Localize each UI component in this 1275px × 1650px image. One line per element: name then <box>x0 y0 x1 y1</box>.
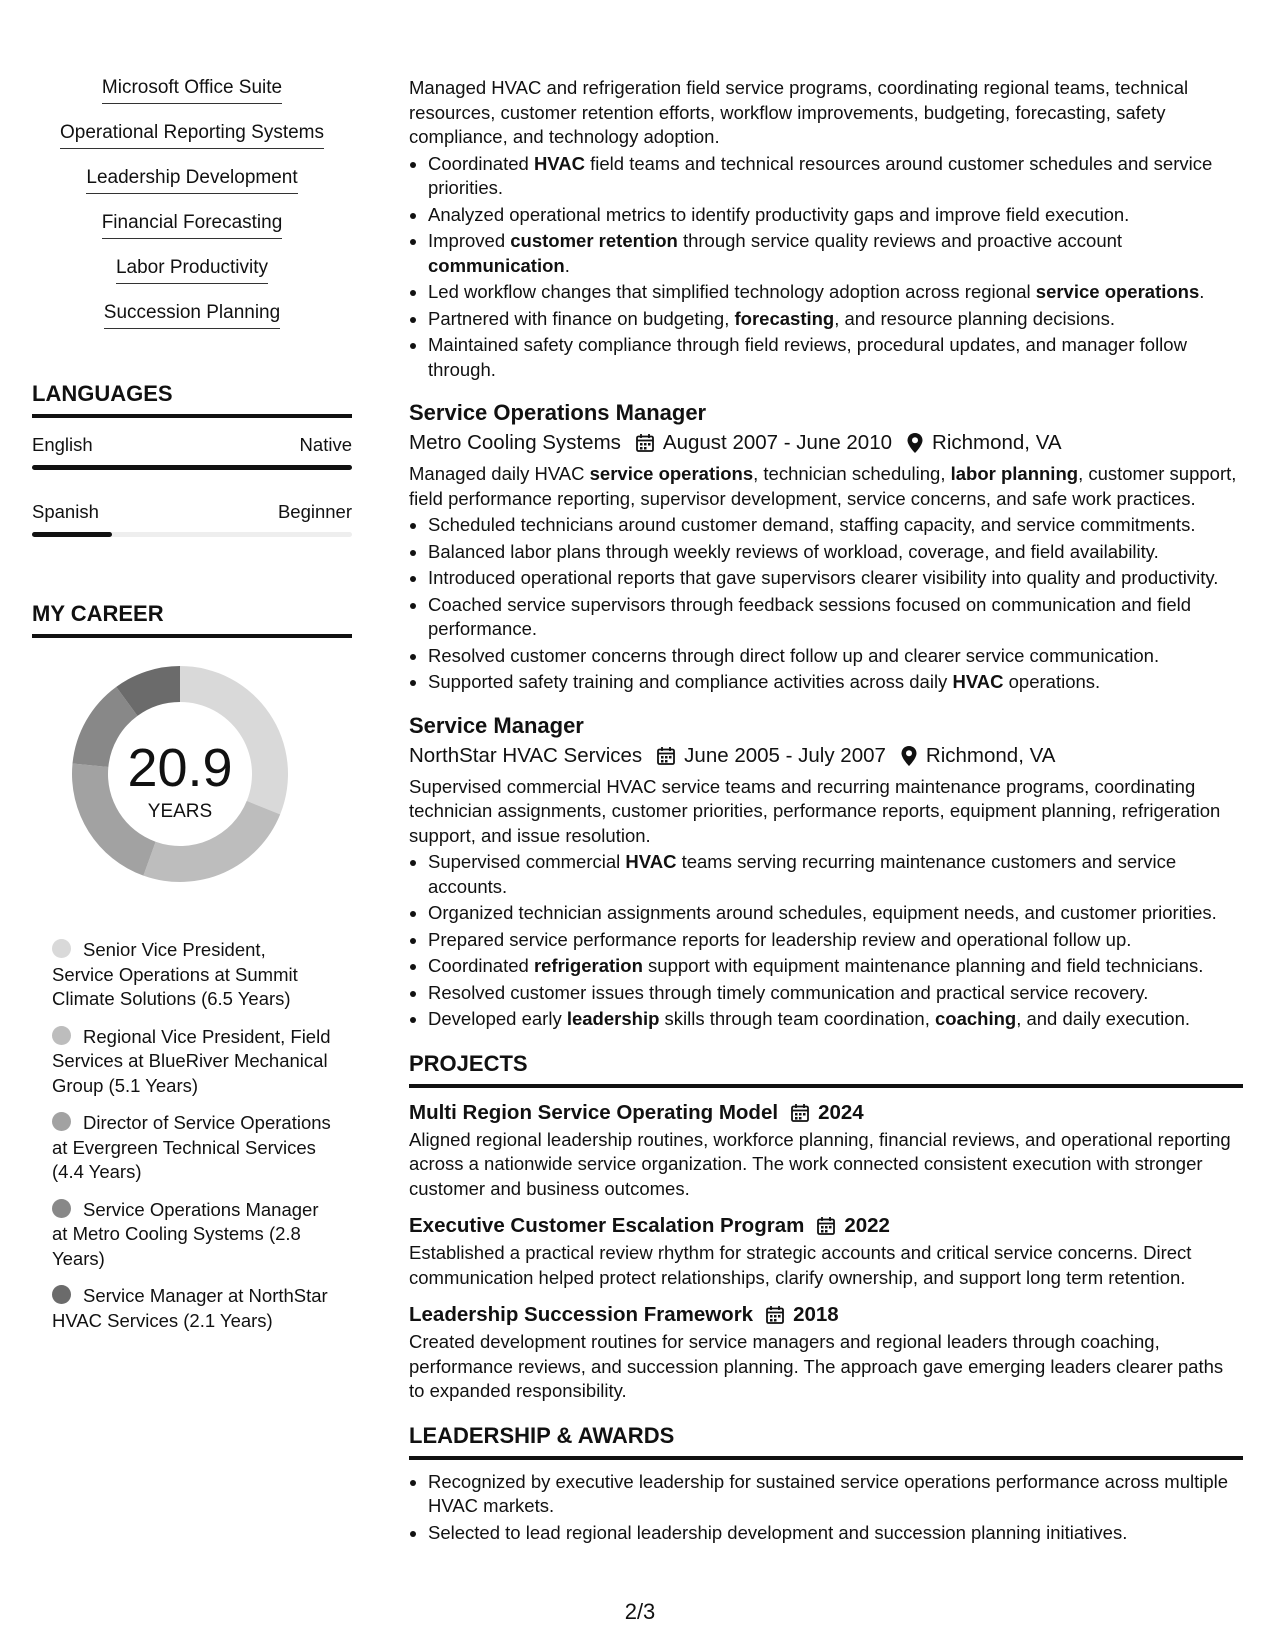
job-entry <box>409 711 1243 1032</box>
project-year: 2024 <box>818 1100 864 1124</box>
role-bullets <box>409 152 1243 383</box>
calendar-icon <box>816 1216 836 1236</box>
career-donut <box>32 658 352 898</box>
bullet-item: • Organized technician assignments around schedules, equipment needs, and customer priorities. <box>428 901 1243 926</box>
calendar-icon <box>790 1103 810 1123</box>
bold-keyword: service operations <box>1035 281 1200 302</box>
bold-keyword: communication <box>428 254 565 276</box>
award-item: • Selected to lead regional leadership development and succession planning initiatives. <box>428 1521 1243 1546</box>
job-dates: June 2005 - July 2007 <box>684 743 886 767</box>
bullet-item: • Improved customer retention through service quality reviews and proactive account communication. <box>428 229 1243 278</box>
skill-item: Labor Productivity <box>32 256 352 301</box>
job-meta <box>409 741 1243 771</box>
bullet-item: • Prepared service performance reports for leadership review and operational follow up. <box>428 928 1243 953</box>
project-description: Aligned regional leadership routines, workforce planning, financial reviews, and operational reporting across a nationwide service organization. The work connected consistent execution with stronger customer and business outcomes. <box>409 1128 1231 1199</box>
bullet-item: • Maintained safety compliance through field reviews, procedural updates, and manager follow through. <box>428 333 1243 382</box>
career-section <box>32 600 352 1333</box>
bullet-item: • Led workflow changes that simplified technology adoption across regional service operations. <box>428 280 1243 305</box>
legend-dot <box>52 939 71 958</box>
skill-item: Leadership Development <box>32 166 352 211</box>
job-title: Service Manager <box>409 712 584 738</box>
skill-item: Financial Forecasting <box>32 211 352 256</box>
language-level: Native <box>299 434 352 455</box>
language-bar-fill <box>32 465 352 470</box>
project-entry <box>409 1300 1243 1404</box>
language-bar-fill <box>32 532 112 537</box>
legend-item: Senior Vice President, Service Operations at Summit Climate Solutions (6.5 Years) <box>52 939 298 1009</box>
language-name: English <box>32 434 93 455</box>
legend-dot <box>52 1112 71 1131</box>
bold-keyword: HVAC <box>625 851 677 872</box>
bullet-item: • Introduced operational reports that gave supervisors clearer visibility into quality and productivity. <box>428 566 1243 591</box>
bullet-item: • Balanced labor plans through weekly reviews of workload, coverage, and field availability. <box>428 540 1243 565</box>
bold-keyword: HVAC <box>533 152 585 174</box>
job-summary: Managed daily HVAC service operations, technician scheduling, labor planning, customer support, field performance reporting, supervisor development, service concerns, and safe work practices. <box>409 463 1237 509</box>
award-item: • Recognized by executive leadership for sustained service operations performance across multiple HVAC markets. <box>428 1470 1243 1519</box>
skills-list <box>32 76 352 346</box>
career-heading: MY CAREER <box>32 600 352 638</box>
career-legend <box>32 938 332 1333</box>
calendar-icon <box>635 433 655 453</box>
awards-heading: LEADERSHIP & AWARDS <box>409 1422 1243 1460</box>
language-bar <box>32 532 352 537</box>
bullet-item: • Coordinated HVAC field teams and technical resources around customer schedules and service priorities. <box>428 152 1243 201</box>
project-year: 2018 <box>793 1303 839 1326</box>
calendar-icon <box>656 746 676 766</box>
bullet-item: • Supported safety training and compliance activities across daily HVAC operations. <box>428 670 1243 695</box>
job-title: Service Operations Manager <box>409 400 707 425</box>
language-level: Beginner <box>277 501 352 522</box>
bullet-item: • Coached service supervisors through feedback sessions focused on communication and field performance. <box>428 593 1243 642</box>
career-unit: YEARS <box>147 801 213 822</box>
bullet-item: • Scheduled technicians around customer demand, staffing capacity, and service commitments. <box>428 513 1243 538</box>
language-row <box>32 433 352 470</box>
skill-item: Microsoft Office Suite <box>32 76 352 121</box>
legend-item: Director of Service Operations at Evergreen Technical Services (4.4 Years) <box>52 1112 331 1182</box>
job-dates: August 2007 - June 2010 <box>662 431 893 454</box>
language-row <box>32 500 352 537</box>
bold-keyword: service operations <box>589 463 754 484</box>
language-bar <box>32 465 352 470</box>
bullet-item: • Resolved customer issues through timely communication and practical service recovery. <box>428 981 1243 1006</box>
job-bullets <box>409 850 1243 1032</box>
legend-item: Regional Vice President, Field Services at BlueRiver Mechanical Group (5.1 Years) <box>52 1025 331 1096</box>
bold-keyword: refrigeration <box>533 955 643 976</box>
languages-section <box>32 380 352 537</box>
legend-dot <box>52 1199 71 1218</box>
bold-keyword: HVAC <box>952 671 1004 692</box>
project-entry <box>409 1098 1243 1202</box>
bullet-item: • Resolved customer concerns through direct follow up and clearer service communication. <box>428 644 1243 669</box>
job-summary: Supervised commercial HVAC service teams and recurring maintenance programs, coordinating technician assignments, customer priorities, performance reports, equipment planning, refrigeration support, and issue resolution. <box>409 775 1221 846</box>
page-number: 2/3 <box>624 1599 656 1624</box>
project-year: 2022 <box>844 1214 890 1237</box>
bullet-item: • Coordinated refrigeration support with equipment maintenance planning and field technicians. <box>428 954 1243 979</box>
awards-section <box>409 1422 1243 1546</box>
legend-item: Service Operations Manager at Metro Cooling Systems (2.8 Years) <box>52 1198 319 1269</box>
projects-heading: PROJECTS <box>409 1050 1243 1088</box>
bullet-item: • Analyzed operational metrics to identify productivity gaps and improve field execution. <box>428 203 1243 228</box>
project-description: Created development routines for service managers and regional leaders through coaching, performance reviews, and succession planning. The approach gave emerging leaders clearer paths to expanded responsibility. <box>409 1331 1224 1401</box>
legend-dot <box>52 1285 71 1304</box>
job-meta <box>409 428 1243 458</box>
awards-list <box>409 1470 1243 1546</box>
project-description: Established a practical review rhythm for strategic accounts and critical service concerns. Direct communication helped protect relationships, clarify ownership, and support long term retention. <box>409 1242 1192 1288</box>
sidebar <box>32 76 352 1346</box>
bullet-item: • Developed early leadership skills through team coordination, coaching, and daily execution. <box>428 1007 1243 1032</box>
language-name: Spanish <box>32 501 99 522</box>
job-company: NorthStar HVAC Services <box>409 743 643 767</box>
job-location: Richmond, VA <box>925 743 1056 767</box>
bold-keyword: coaching <box>934 1008 1017 1029</box>
job-company: Metro Cooling Systems <box>409 431 621 454</box>
legend-item: Service Manager at NorthStar HVAC Services (2.1 Years) <box>52 1285 328 1331</box>
skill-item: Succession Planning <box>32 301 352 346</box>
project-title: Leadership Succession Framework <box>409 1303 754 1326</box>
skill-item: Operational Reporting Systems <box>32 121 352 166</box>
bold-keyword: forecasting <box>734 307 835 329</box>
location-pin-icon <box>906 432 924 454</box>
bullet-item: • Supervised commercial HVAC teams serving recurring maintenance customers and service accounts. <box>428 850 1243 899</box>
bullet-item: • Partnered with finance on budgeting, forecasting, and resource planning decisions. <box>428 307 1243 332</box>
bold-keyword: labor planning <box>950 463 1079 484</box>
career-total: 20.9 <box>127 738 233 798</box>
location-pin-icon <box>900 745 918 767</box>
bold-keyword: leadership <box>566 1008 660 1029</box>
role-summary: Managed HVAC and refrigeration field service programs, coordinating regional teams, technical resources, customer retention efforts, workflow improvements, budgeting, forecasting, safety compliance, and technology adoption. <box>409 77 1189 147</box>
project-title: Multi Region Service Operating Model <box>409 1100 779 1124</box>
project-entry <box>409 1211 1243 1290</box>
project-title: Executive Customer Escalation Program <box>409 1214 805 1237</box>
projects-section <box>409 1050 1243 1404</box>
bold-keyword: customer retention <box>510 230 678 251</box>
languages-heading: LANGUAGES <box>32 380 352 418</box>
job-bullets <box>409 513 1243 695</box>
job-entry <box>409 398 1243 695</box>
main-content <box>409 76 1243 1547</box>
calendar-icon <box>765 1305 785 1325</box>
legend-dot <box>52 1026 71 1045</box>
job-location: Richmond, VA <box>932 431 1062 454</box>
